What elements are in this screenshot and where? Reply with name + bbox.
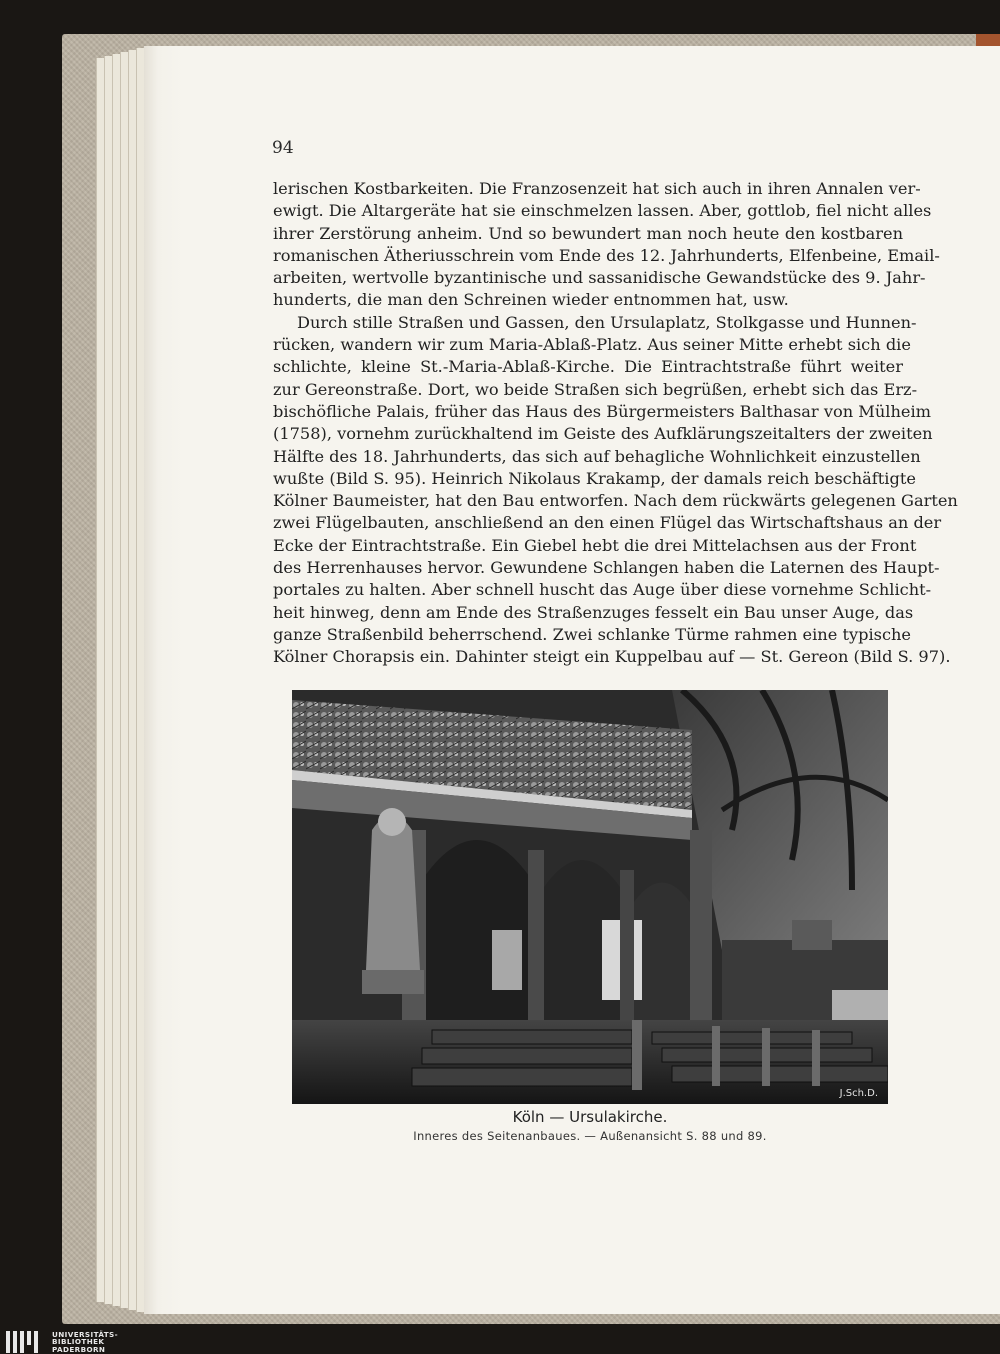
text-line: bischöfliche Palais, früher das Haus des Bürgermeisters Balthasar von Mülheim <box>273 401 931 421</box>
library-line-3: PADERBORN <box>52 1344 106 1354</box>
library-line-2: BIBLIOTHEK <box>52 1337 105 1347</box>
library-name <box>52 1331 118 1353</box>
text-line: zwei Flügelbauten, anschließend an den einen Flügel das Wirtschaftshaus an der <box>273 513 942 533</box>
photo-signature: J.Sch.D. <box>839 1088 878 1099</box>
text-line: Kölner Baumeister, hat den Bau entworfen. Nach dem rückwärts gelegenen Garten <box>273 491 958 511</box>
text-line: des Herrenhauses hervor. Gewundene Schlangen haben die Laternen des Haupt- <box>273 558 940 578</box>
text-line: ganze Straßenbild beherrschend. Zwei schlanke Türme rahmen eine typische <box>273 624 912 644</box>
library-line-1: UNIVERSITÄTS- <box>52 1330 118 1339</box>
text-line: ewigt. Die Altargeräte hat sie einschmelzen lassen. Aber, gottlob, fiel nicht alles <box>273 201 932 221</box>
text-line: rücken, wandern wir zum Maria-Ablaß-Platz. Aus seiner Mitte erhebt sich die <box>273 335 911 355</box>
figure-caption-subtitle: Inneres des Seitenanbaues. — Außenansicht S. 88 und 89. <box>413 1129 767 1143</box>
text-line: Kölner Chorapsis ein. Dahinter steigt ein Kuppelbau auf — St. Gereon (Bild S. 97). <box>273 647 951 667</box>
text-line: hunderts, die man den Schreinen wieder entnommen hat, usw. <box>273 290 789 310</box>
text-line: lerischen Kostbarkeiten. Die Franzosenzeit hat sich auch in ihren Annalen ver- <box>273 179 921 198</box>
text-line: (1758), vornehm zurückhaltend im Geiste des Aufklärungszeitalters der zweiten <box>273 424 933 444</box>
text-line: arbeiten, wertvolle byzantinische und sassanidische Gewandstücke des 9. Jahr- <box>273 268 926 288</box>
text-line: heit hinweg, denn am Ende des Straßenzuges fesselt ein Bau unser Auge, das <box>273 602 914 622</box>
text-line: portales zu halten. Aber schnell huscht das Auge über diese vornehme Schlicht- <box>273 580 932 600</box>
library-logo-icon <box>6 1331 42 1353</box>
body-text <box>273 178 958 669</box>
figure-caption-title: Köln — Ursulakirche. <box>512 1108 668 1126</box>
text-line: romanischen Ätheriusschrein vom Ende des 12. Jahrhunderts, Elfenbeine, Email- <box>273 245 940 265</box>
text-line: schlichte, kleine St.-Maria-Ablaß-Kirche. Die Eintrachtstraße führt weiter <box>273 357 903 377</box>
church-interior-photo <box>292 690 888 1104</box>
paragraph-1 <box>273 178 940 312</box>
text-line: ihrer Zerstörung anheim. Und so bewundert man noch heute den kostbaren <box>273 223 903 243</box>
text-line: Durch stille Straßen und Gassen, den Ursulaplatz, Stolkgasse und Hunnen- <box>297 312 917 332</box>
text-line: Hälfte des 18. Jahrhunderts, das sich auf behagliche Wohnlichkeit einzustellen <box>273 446 921 466</box>
text-line: zur Gereonstraße. Dort, wo beide Straßen sich begrüßen, erhebt sich das Erz- <box>273 379 918 399</box>
paragraph-2 <box>273 312 958 669</box>
page-number: 94 <box>272 138 294 158</box>
text-line: Ecke der Eintrachtstraße. Ein Giebel hebt die drei Mittelachsen aus der Front <box>273 535 917 555</box>
library-footer <box>0 1330 1000 1354</box>
text-line: wußte (Bild S. 95). Heinrich Nikolaus Krakamp, der damals reich beschäftigte <box>273 468 916 488</box>
